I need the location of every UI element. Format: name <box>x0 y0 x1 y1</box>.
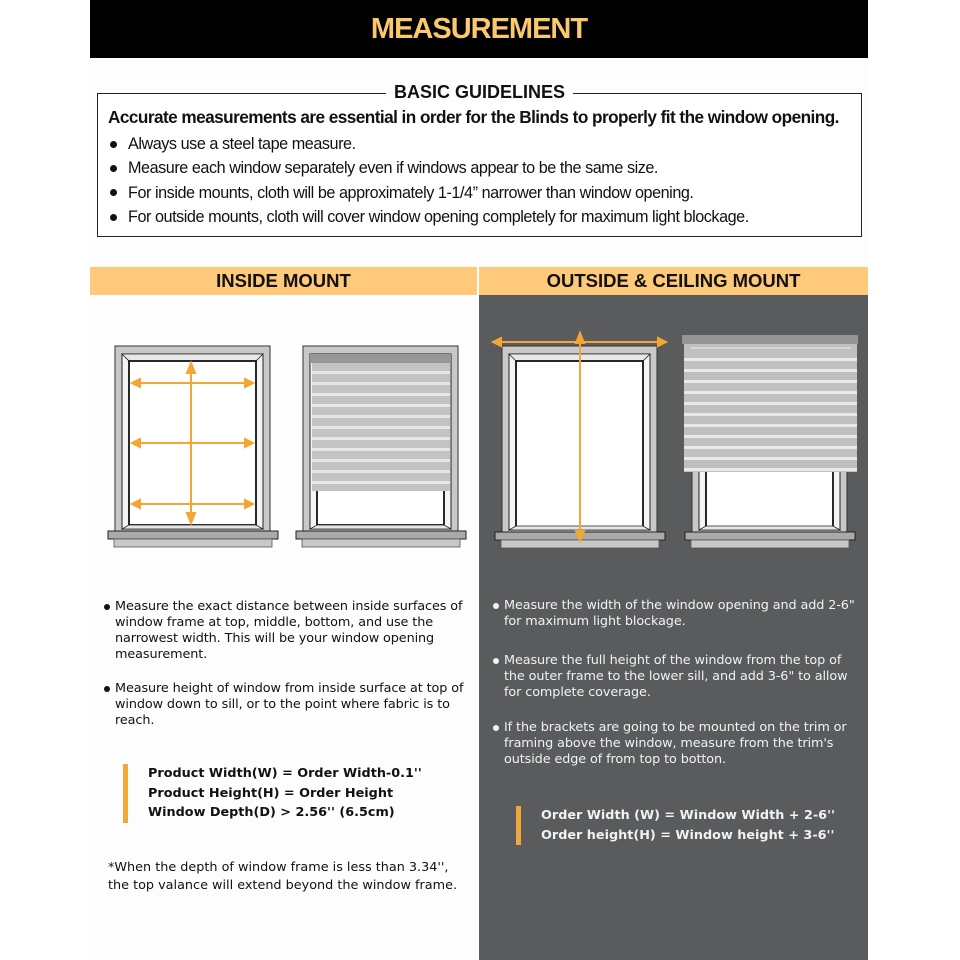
bullet-icon <box>104 686 110 692</box>
outside-mount-section <box>479 267 868 960</box>
outside-mount-formulas <box>516 806 835 845</box>
bullet-icon <box>493 725 499 731</box>
bullet-icon <box>110 141 117 148</box>
guideline-item: Always use a steel tape measure. <box>108 132 749 156</box>
formula-line: Order Width (W) = Window Width + 2-6'' <box>541 808 835 823</box>
outside-mount-header <box>479 267 868 295</box>
outside-bullet: If the brackets are going to be mounted on the trim or framing above the window, measure from the trim's outside edge of from top to botton. <box>493 720 858 768</box>
window-measure-icon <box>491 327 671 555</box>
formula-line: Product Width(W) = Order Width-0.1'' <box>148 766 422 781</box>
formula-line: Order height(H) = Window height + 3-6'' <box>541 827 835 843</box>
inside-mount-header <box>90 267 477 295</box>
bullet-icon <box>104 604 110 610</box>
guidelines-list <box>108 132 749 229</box>
bullet-icon <box>110 165 117 172</box>
window-blind-icon <box>681 327 861 555</box>
guideline-item: For outside mounts, cloth will cover window opening completely for maximum light blockage. <box>108 205 749 229</box>
bullet-icon <box>110 214 117 221</box>
bullet-icon <box>493 658 499 664</box>
bullet-icon <box>493 603 499 609</box>
outside-mount-bullets <box>493 598 858 768</box>
formula-line: Window Depth(D) > 2.56'' (6.5cm) <box>148 805 395 820</box>
basic-guidelines-box <box>97 82 862 237</box>
inside-bullet: Measure height of window from inside surface at top of window down to sill, or to the point where fabric is to reach. <box>104 681 469 729</box>
outside-bullet: Measure the full height of the window from the top of the outer frame to the lower sill, and add 3-6" to allow for complete coverage. <box>493 653 858 701</box>
inside-mount-bullets <box>104 599 469 729</box>
window-blind-icon <box>295 345 467 555</box>
guidelines-lead: Accurate measurements are essential in order for the Blinds to properly fit the window opening. <box>108 107 839 127</box>
inside-bullet: Measure the exact distance between inside surfaces of window frame at top, middle, bottom, and use the narrowest width. This will be your window opening measurement. <box>104 599 469 663</box>
inside-mount-section <box>90 267 477 960</box>
measurement-page <box>90 0 868 960</box>
inside-mount-title: INSIDE MOUNT <box>216 270 351 291</box>
guideline-item: Measure each window separately even if windows appear to be the same size. <box>108 156 749 180</box>
outside-mount-title: OUTSIDE & CEILING MOUNT <box>546 270 801 291</box>
depth-note: *When the depth of window frame is less than 3.34'', the top valance will extend beyond the window frame. <box>108 860 458 893</box>
guidelines-title: BASIC GUIDELINES <box>386 82 573 102</box>
inside-mount-formulas <box>123 764 422 823</box>
bullet-icon <box>110 189 117 196</box>
guideline-item: For inside mounts, cloth will be approximately 1-1/4” narrower than window opening. <box>108 181 749 205</box>
page-title: MEASUREMENT <box>370 12 588 45</box>
window-measure-icon <box>107 345 279 555</box>
outside-bullet: Measure the width of the window opening and add 2-6" for maximum light blockage. <box>493 598 858 630</box>
formula-line: Product Height(H) = Order Height <box>148 785 394 801</box>
top-banner <box>90 0 868 58</box>
